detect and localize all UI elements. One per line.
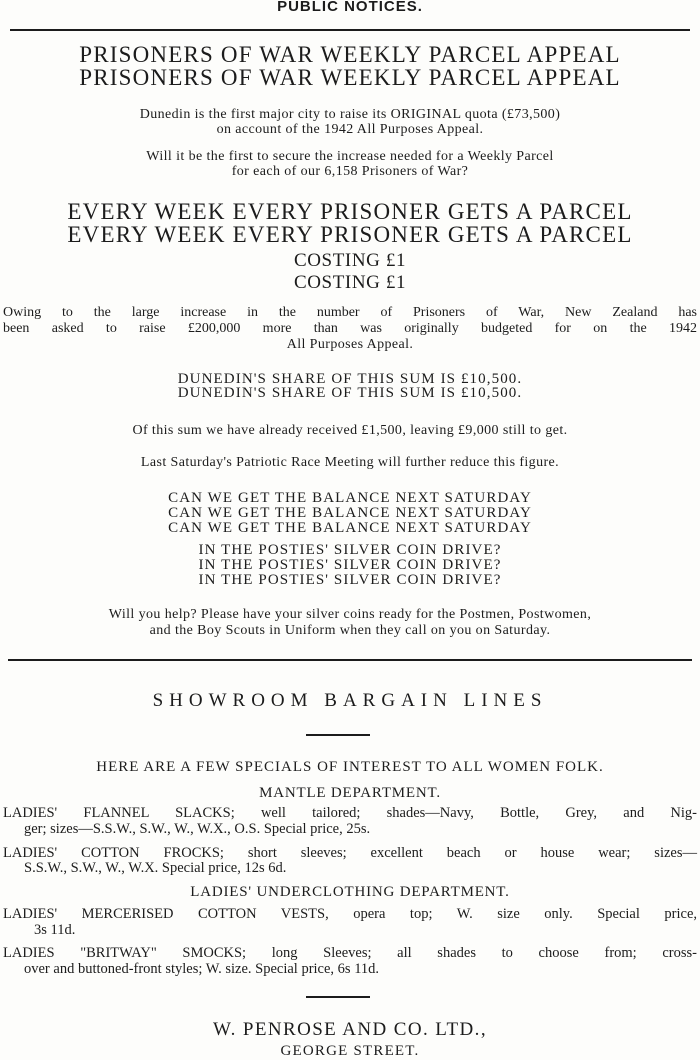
balance-headline-repeat-1: CAN WE GET THE BALANCE NEXT SATURDAY xyxy=(168,505,532,521)
cotton-frocks-line-2: S.S.W., S.W., W., W.X. Special price, 12s 6d. xyxy=(24,860,287,876)
cotton-vests-line-2: 3s 11d. xyxy=(34,922,76,938)
posties-headline-repeat-1: IN THE POSTIES' SILVER COIN DRIVE? xyxy=(198,557,502,573)
posties-headline-repeat-2: IN THE POSTIES' SILVER COIN DRIVE? xyxy=(198,572,502,588)
bargain-title: SHOWROOM BARGAIN LINES xyxy=(152,690,548,711)
increase-text: Will it be the first to secure the increase needed for a Weekly Parcel xyxy=(146,149,554,164)
every-week-headline-repeat: EVERY WEEK EVERY PRISONER GETS A PARCEL xyxy=(67,222,633,247)
footer-rule xyxy=(306,996,370,998)
women-folk-intro: HERE ARE A FEW SPECIALS OF INTEREST TO ALL WOMEN FOLK. xyxy=(96,759,604,775)
owing-text-2: been asked to raise £200,000 more than was originally budgeted for on the 1942 xyxy=(3,321,697,336)
every-week-headline: EVERY WEEK EVERY PRISONER GETS A PARCEL xyxy=(67,199,633,224)
quota-text: Dunedin is the first major city to raise its ORIGINAL quota (£73,500) xyxy=(139,107,561,122)
appeal-title: PRISONERS OF WAR WEEKLY PARCEL APPEAL xyxy=(79,42,621,67)
section-divider xyxy=(8,659,692,661)
owing-text: Owing to the large increase in the number of Prisoners of War, New Zealand has xyxy=(3,305,697,320)
cotton-frocks-line: LADIES' COTTON FROCKS; short sleeves; excellent beach or house wear; sizes— xyxy=(3,845,697,861)
owing-text-3: All Purposes Appeal. xyxy=(286,337,414,352)
flannel-slacks-line-2: ger; sizes—S.S.W., S.W., W., W.X., O.S. Special price, 25s. xyxy=(24,821,371,837)
posties-headline: IN THE POSTIES' SILVER COIN DRIVE? xyxy=(198,542,502,558)
help-text-2: and the Boy Scouts in Uniform when they call on you on Saturday. xyxy=(149,623,551,638)
share-headline-repeat: DUNEDIN'S SHARE OF THIS SUM IS £10,500. xyxy=(177,385,523,401)
increase-text-2: for each of our 6,158 Prisoners of War? xyxy=(231,164,469,179)
balance-headline: CAN WE GET THE BALANCE NEXT SATURDAY xyxy=(168,490,532,506)
company-street: GEORGE STREET. xyxy=(280,1043,420,1059)
flannel-slacks-line: LADIES' FLANNEL SLACKS; well tailored; shades—Navy, Bottle, Grey, and Nig- xyxy=(3,805,697,821)
header-rule xyxy=(10,29,690,31)
appeal-title-repeat: PRISONERS OF WAR WEEKLY PARCEL APPEAL xyxy=(79,65,621,90)
race-text: Last Saturday's Patriotic Race Meeting will further reduce this figure. xyxy=(140,455,560,470)
britway-smocks-line: LADIES "BRITWAY" SMOCKS; long Sleeves; all shades to choose from; cross- xyxy=(3,945,697,961)
company-name: W. PENROSE AND CO. LTD., xyxy=(213,1019,487,1040)
underclothing-heading: LADIES' UNDERCLOTHING DEPARTMENT. xyxy=(190,884,510,900)
received-text: Of this sum we have already received £1,500, leaving £9,000 still to get. xyxy=(132,423,568,438)
mantle-heading: MANTLE DEPARTMENT. xyxy=(259,785,441,801)
balance-headline-repeat-2: CAN WE GET THE BALANCE NEXT SATURDAY xyxy=(168,520,532,536)
help-text: Will you help? Please have your silver coins ready for the Postmen, Postwomen, xyxy=(108,607,592,622)
costing-headline-repeat: COSTING £1 xyxy=(293,272,407,293)
title-underline xyxy=(306,734,370,736)
costing-headline: COSTING £1 xyxy=(293,250,407,271)
share-headline: DUNEDIN'S SHARE OF THIS SUM IS £10,500. xyxy=(177,371,523,387)
section-header: PUBLIC NOTICES. xyxy=(277,0,423,15)
britway-smocks-line-2: over and buttoned-front styles; W. size. Special price, 6s 11d. xyxy=(24,961,380,977)
quota-text-2: on account of the 1942 All Purposes Appeal. xyxy=(216,122,484,137)
cotton-vests-line: LADIES' MERCERISED COTTON VESTS, opera top; W. size only. Special price, xyxy=(3,906,697,922)
